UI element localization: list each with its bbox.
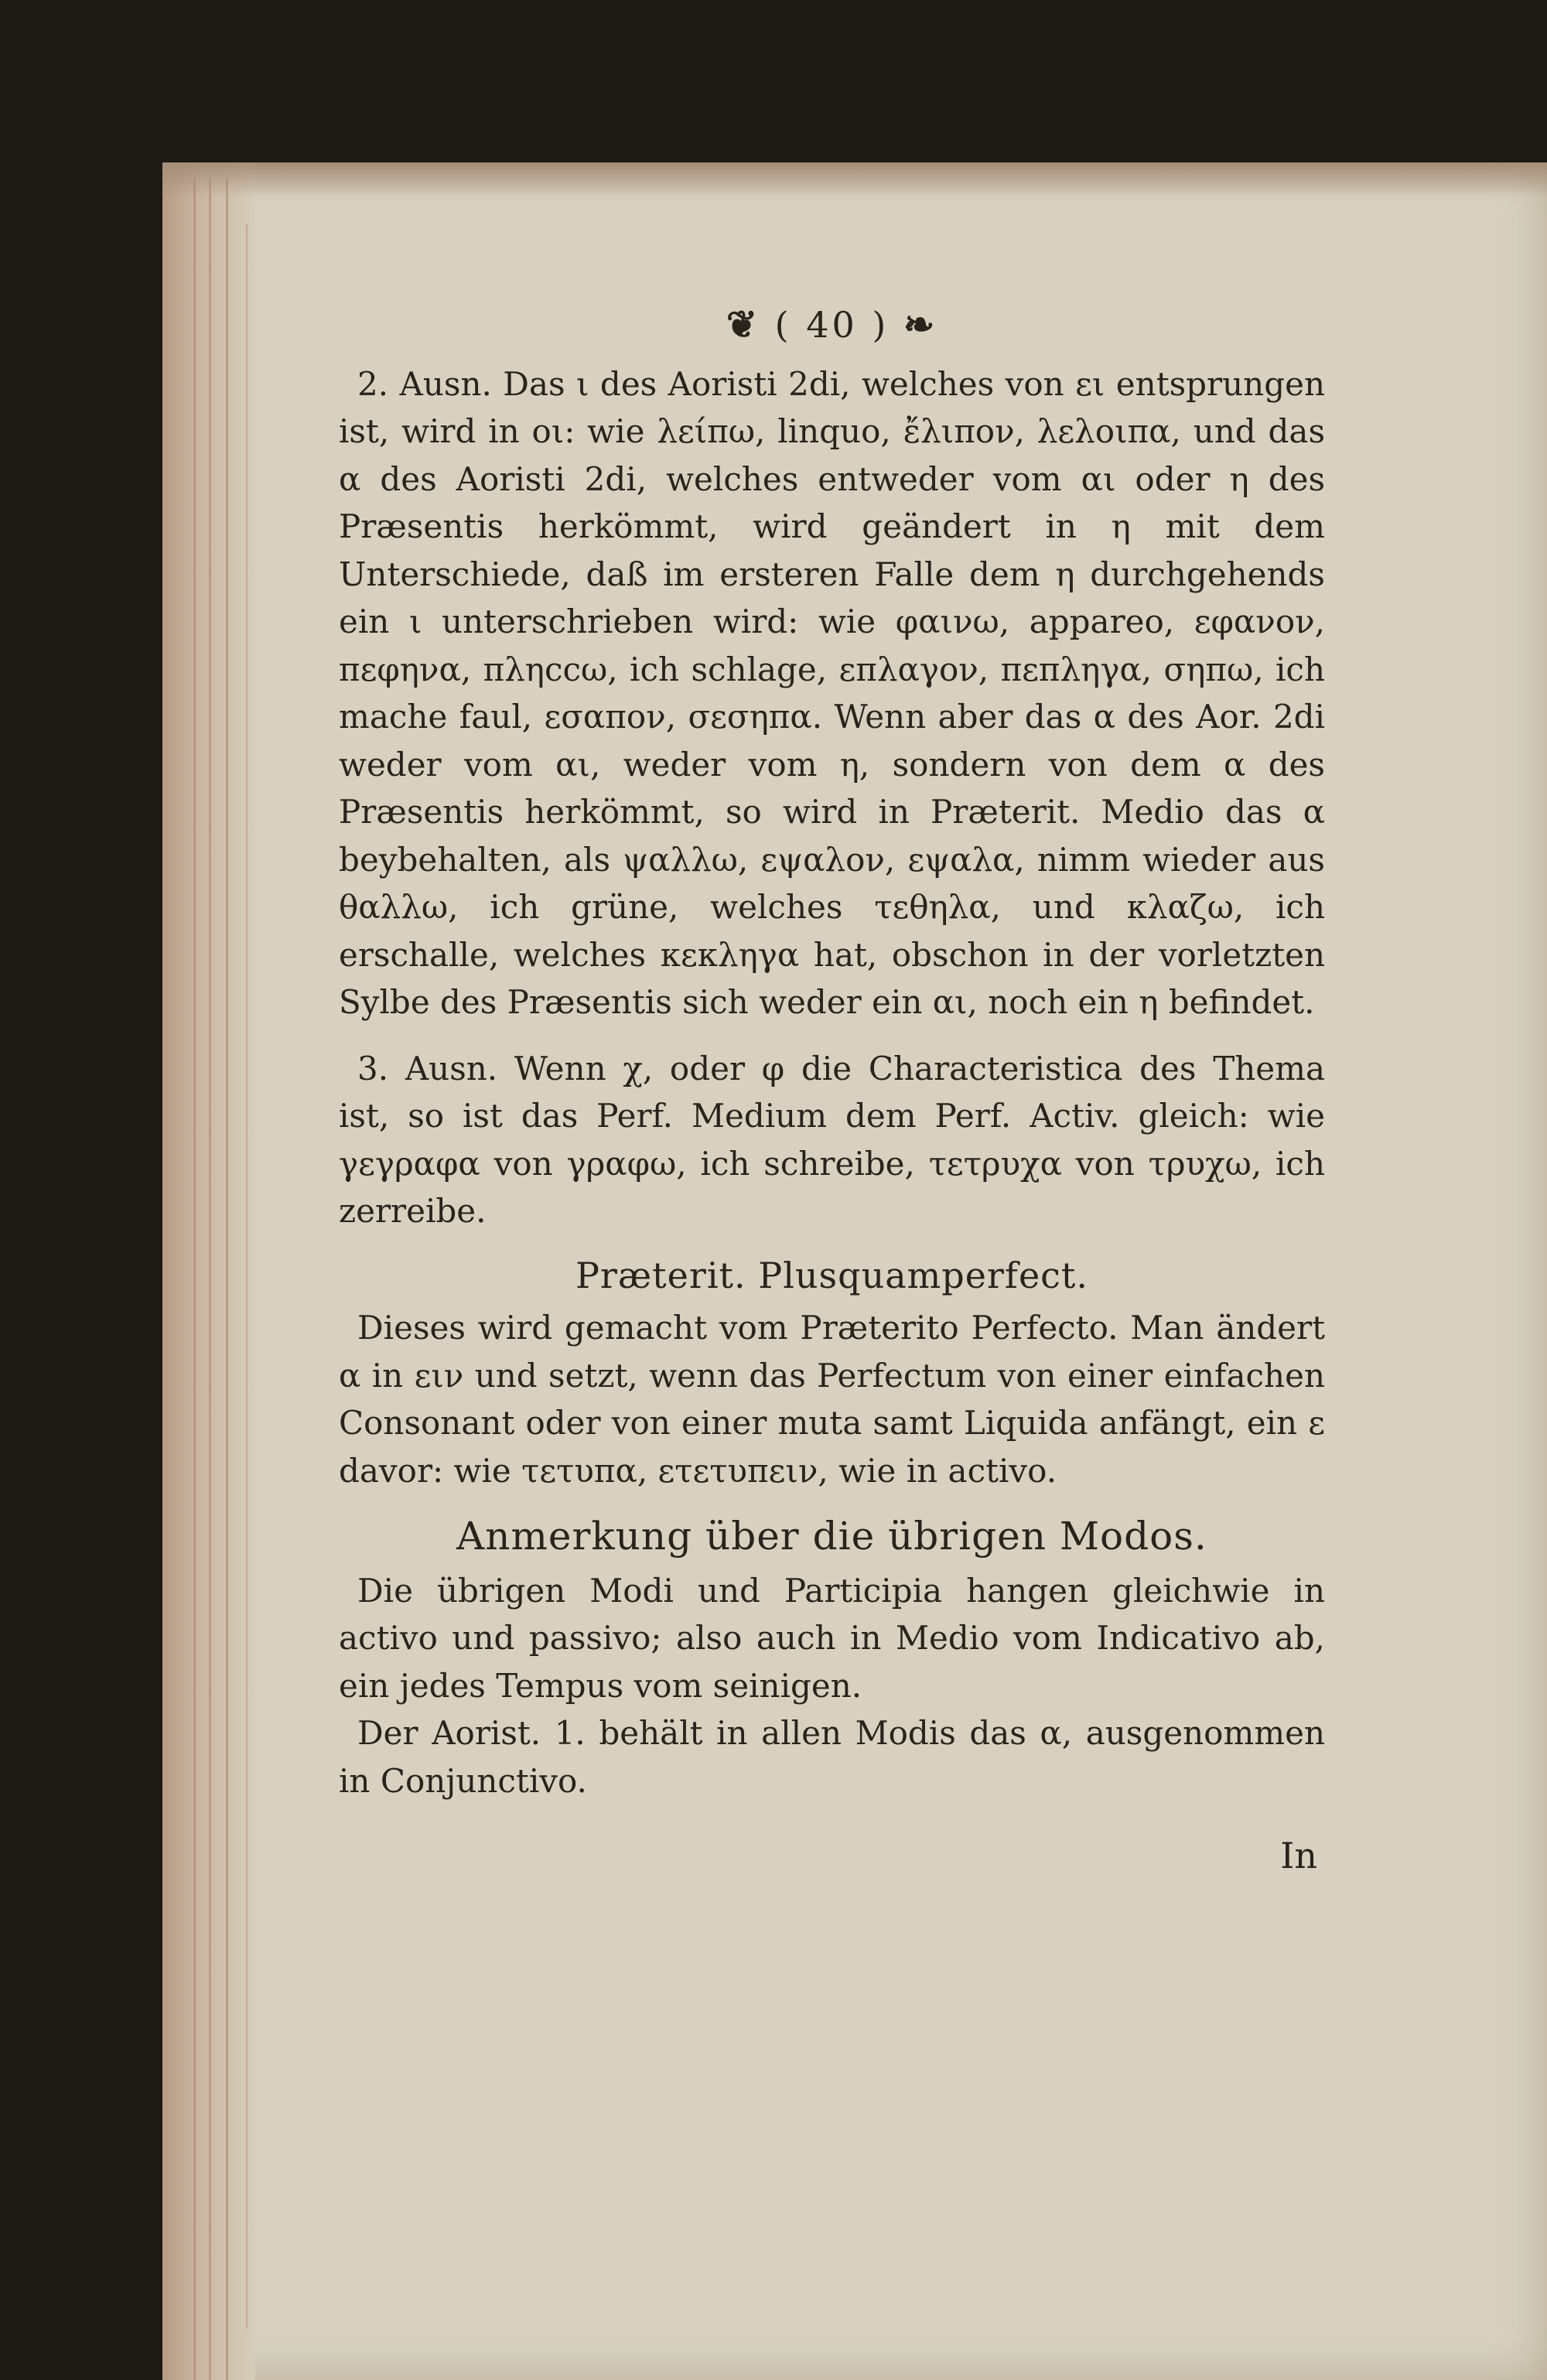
page-top-shadow bbox=[162, 162, 1547, 197]
page-header bbox=[339, 302, 1325, 350]
catchword: In bbox=[1280, 1835, 1317, 1876]
page-number: ( 40 ) bbox=[774, 304, 890, 346]
paragraph-plusquamperfect: Dieses wird gemacht vom Præterito Perfecto. Man ändert α in ειν und setzt, wenn das Perfectum von einer einfachen Consonant oder von einer muta samt Liquida anfängt, ein ε davor: wie τετυπα, ετετυπειν, wie in activo. bbox=[339, 1309, 1325, 1490]
section-heading-anmerkung: Anmerkung über die übrigen Modos. bbox=[456, 1514, 1207, 1559]
right-ornament: ❧ bbox=[903, 303, 938, 347]
page-edge-line bbox=[209, 178, 211, 2380]
paragraph-modi: Die übrigen Modi und Participia hangen gleichwie in activo und passivo; also auch in Medio vom Indicativo ab, ein jedes Tempus vom seinigen. bbox=[339, 1571, 1325, 1705]
page-edge-line bbox=[193, 178, 196, 2380]
section-heading-plusquamperfect: Præterit. Plusquamperfect. bbox=[575, 1254, 1089, 1296]
paragraph-exception-2: 2. Ausn. Das ι des Aoristi 2di, welches von ει entsprungen ist, wird in οι: wie λείπω, linquo, ἔλιπον, λελοιπα, und das α des Aoristi 2di, welches entweder vom αι oder η des Præsentis herkömmt, wird geändert in η mit dem Unterschiede, daß im ersteren Falle dem η durchgehends ein ι unterschrieben wird: wie φαινω, appareo, εφανον, πεφηνα, πληссω, ich schlage, επλαγον, πεπληγα, σηπω, ich mache faul, εσαπον, σεσηπα. Wenn aber das α des Aor. 2di weder vom αι, weder vom η, sondern von dem α des Præsentis herkömmt, so wird in Præterit. Medio das α beybehalten, als ψαλλω, εψαλον, εψαλα, nimm wieder aus θαλλω, ich grüne, welches τεθηλα, und κλαζω, ich erschalle, welches κεκληγα hat, obschon in der vorletzten Sylbe des Præsentis sich weder ein αι, noch ein η befindet. bbox=[339, 364, 1325, 1021]
page-text bbox=[339, 302, 1325, 1880]
paragraph-exception-3: 3. Ausn. Wenn χ, oder φ die Characteristica des Thema ist, so ist das Perf. Medium dem Perf. Activ. gleich: wie γεγραφα von γραφω, ich schreibe, τετρυχα von τρυχω, ich zerreibe. bbox=[339, 1049, 1325, 1230]
paragraph-aorist: Der Aorist. 1. behält in allen Modis das α, ausgenommen in Conjunctivo. bbox=[339, 1714, 1325, 1800]
gutter-rule bbox=[246, 224, 248, 2328]
page-edge-line bbox=[226, 178, 228, 2380]
left-ornament: ❦ bbox=[726, 303, 761, 347]
